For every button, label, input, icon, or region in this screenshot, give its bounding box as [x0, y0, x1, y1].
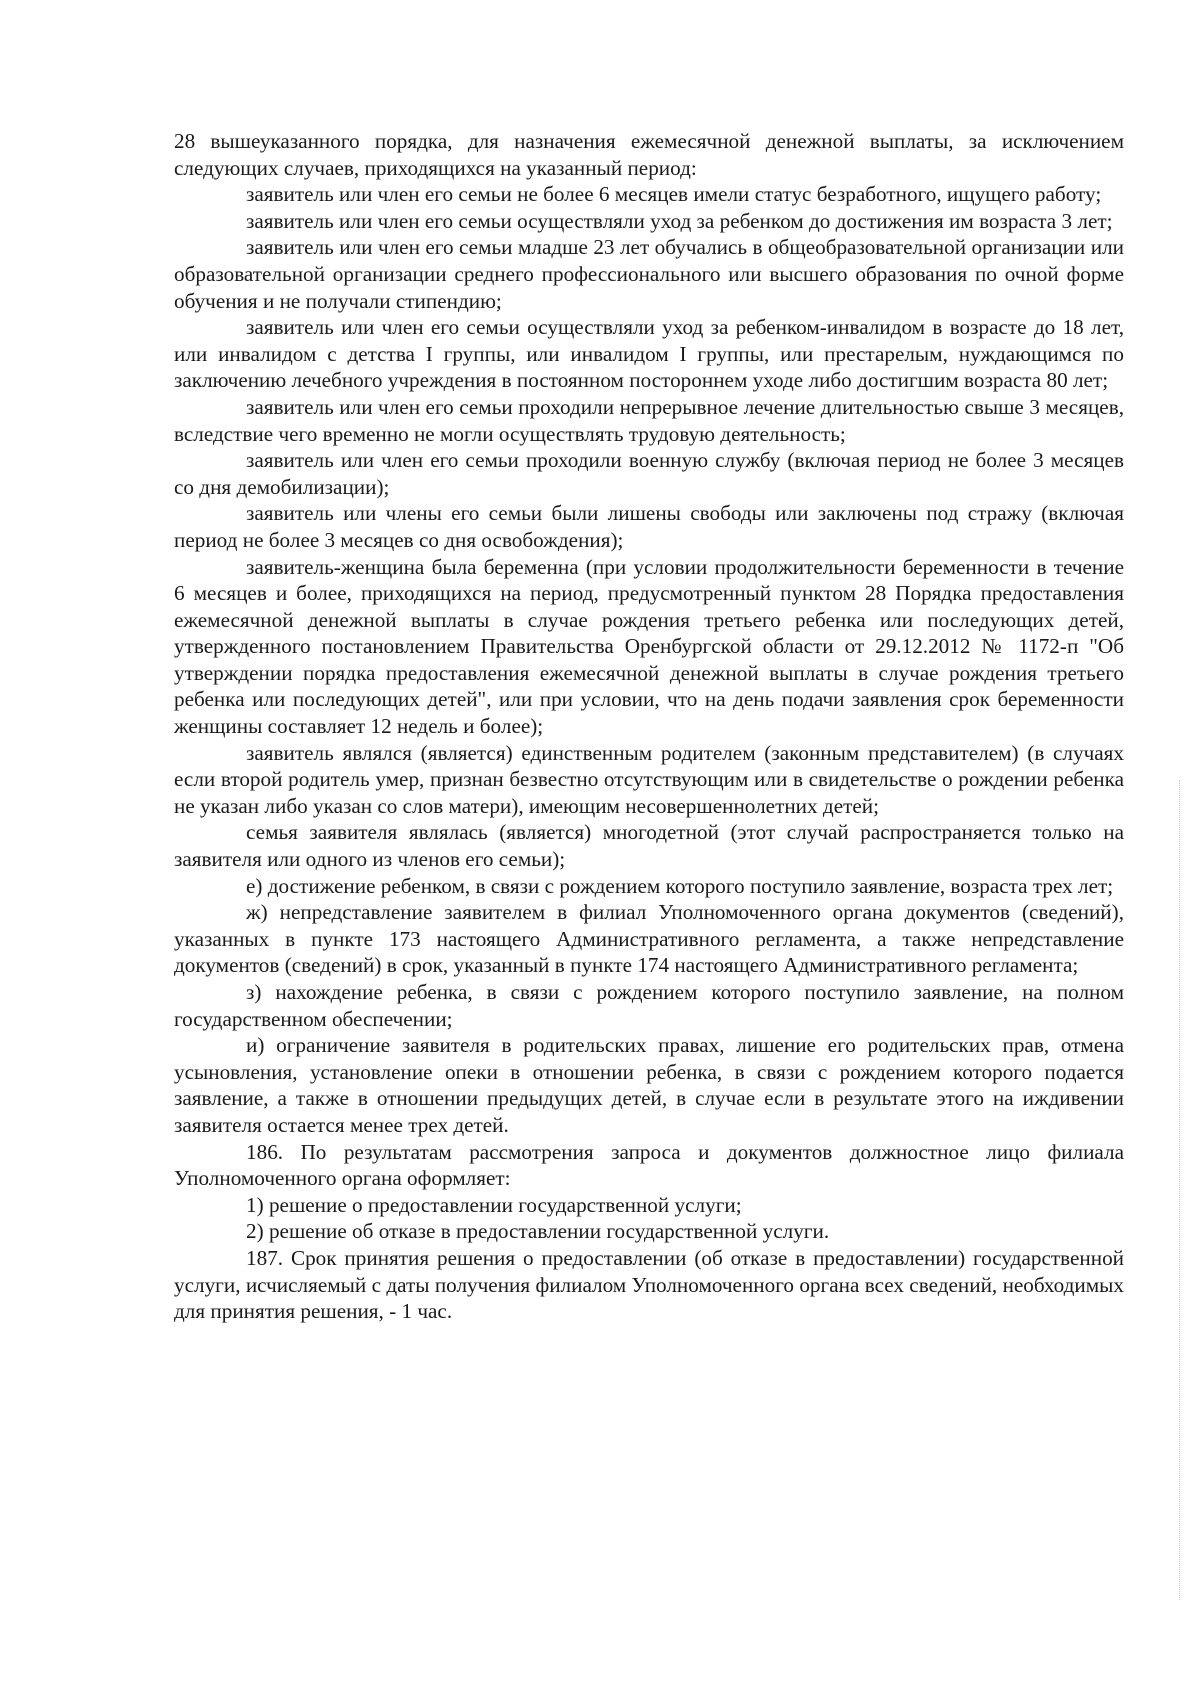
paragraph-continuation: 28 вышеуказанного порядка, для назначения ежемесячной денежной выплаты, за исключением следующих случаев, приходящихся на указанный период: — [174, 129, 1124, 180]
paragraph-item-z: з) нахождение ребенка, в связи с рождением которого поступило заявление, на полном государственном обеспечении; — [174, 980, 1124, 1031]
paragraph-item-i: и) ограничение заявителя в родительских правах, лишение его родительских прав, отмена усыновления, установление опеки в отношении ребенка, в связи с рождением которого подается заявление, а также в отношении предыдущих детей, в случае если в результате этого на иждивении заявителя остается менее трех детей. — [174, 1033, 1124, 1137]
paragraph-large-family: семья заявителя являлась (является) многодетной (этот случай распространяется только на заявителя или одного из членов его семьи); — [174, 820, 1124, 872]
paragraph-186: 186. По результатам рассмотрения запроса и документов должностное лицо филиала Уполномоченного органа оформляет: — [174, 1139, 1124, 1191]
paragraph-disabled-care: заявитель или член его семьи осуществляли уход за ребенком-инвалидом в возрасте до 18 лет, или инвалидом с детства I группы, или инвалидом I группы, или престарелым, нуждающимся по заключению лечебного учреждения в постоянном постороннем уходе либо достигшим возраста 80 лет; — [174, 315, 1124, 393]
paragraph-unemployed: заявитель или член его семьи не более 6 месяцев имели статус безработного, ищущего работу; — [246, 182, 1102, 207]
paragraph-187: 187. Срок принятия решения о предоставлении (об отказе в предоставлении) государственной услуги, исчисляемый с даты получения филиалом Уполномоченного органа всех сведений, необходимых для принятия решения, - 1 час. — [174, 1245, 1124, 1324]
paragraph-childcare: заявитель или член его семьи осуществляли уход за ребенком до достижения им возраста 3 лет; — [246, 208, 1113, 233]
paragraph-imprisonment: заявитель или члены его семьи были лишены свободы или заключены под стражу (включая период не более 3 месяцев со дня освобождения); — [174, 501, 1124, 552]
paragraph-decision-refuse: 2) решение об отказе в предоставлении государственной услуги. — [246, 1219, 830, 1244]
paragraph-education: заявитель или член его семьи младше 23 лет обучались в общеобразовательной организации или образовательной организации среднего профессионального или высшего образования по очной форме обучения и не получали стипендию; — [174, 235, 1124, 313]
paragraph-pregnancy: заявитель-женщина была беременна (при условии продолжительности беременности в течение 6 месяцев и более, приходящихся на период, предусмотренный пунктом 28 Порядка предоставления ежемесячной денежной выплаты в случае рождения третьего ребенка или последующих детей, утвержденного постановлением Правительства Оренбургской области от 29.12.2012 № 1172-п "Об утверждении порядка предоставления ежемесячной денежной выплаты в случае рождения третьего ребенка или последующих детей", или при условии, что на день подачи заявления срок беременности женщины составляет 12 недель и более); — [174, 554, 1124, 739]
paragraph-item-zh: ж) непредставление заявителем в филиал Уполномоченного органа документов (сведений), указанных в пункте 173 настоящего Административного регламента, а также непредставление документов (сведений) в срок, указанный в пункте 174 настоящего Административного регламента; — [174, 900, 1124, 978]
paragraph-military: заявитель или член его семьи проходили военную службу (включая период не более 3 месяцев со дня демобилизации); — [174, 448, 1124, 499]
paragraph-single-parent: заявитель являлся (является) единственным родителем (законным представителем) (в случаях если второй родитель умер, признан безвестно отсутствующим или в свидетельстве о рождении ребенка не указан либо указан со слов матери), имеющим несовершеннолетних детей; — [174, 740, 1124, 818]
paragraph-decision-grant: 1) решение о предоставлении государственной услуги; — [246, 1192, 742, 1217]
paragraph-item-e: е) достижение ребенком, в связи с рождением которого поступило заявление, возраста трех лет; — [246, 873, 1114, 898]
paragraph-treatment: заявитель или член его семьи проходили непрерывное лечение длительностью свыше 3 месяцев, вследствие чего временно не могли осуществлять трудовую деятельность; — [174, 394, 1124, 446]
scan-edge-marks — [1179, 780, 1182, 1600]
document-body — [174, 128, 1124, 1325]
